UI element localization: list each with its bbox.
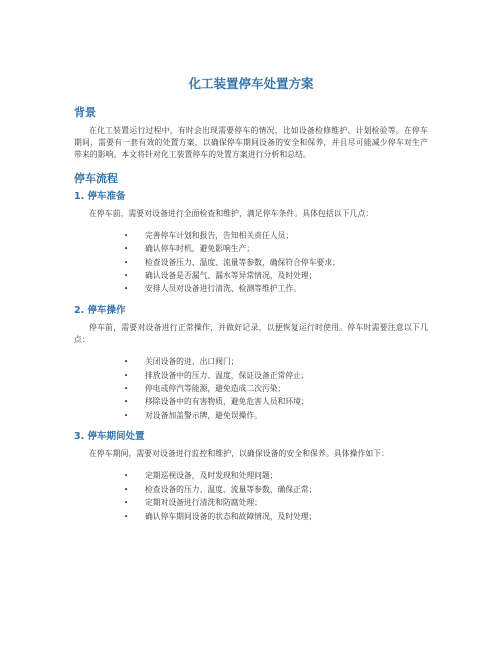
process-section <box>74 172 428 524</box>
bullet-icon: • <box>124 411 129 420</box>
list-item-text: 移除设备中的有害物质，避免危害人员和环境； <box>145 397 309 407</box>
bullet-icon: • <box>124 385 129 394</box>
step-heading: 1. 停车准备 <box>74 190 126 202</box>
step-operation <box>74 305 428 422</box>
list-item <box>124 484 428 496</box>
bullet-icon: • <box>124 358 129 367</box>
bullet-icon: • <box>124 472 129 481</box>
document-title: 化工装置停车处置方案 <box>188 76 314 91</box>
list-item <box>124 410 428 422</box>
step-item-list <box>74 470 428 523</box>
process-heading: 停车流程 <box>74 171 118 185</box>
step-shutdown-period <box>74 431 428 523</box>
list-item <box>124 230 428 242</box>
bullet-icon: • <box>124 398 129 407</box>
bullet-icon: • <box>124 245 129 254</box>
step-intro: 停车前，需要对设备进行正常操作，并做好记录，以便恢复运行时使用。停车时需要注意以下几点： <box>74 322 428 345</box>
list-item-text: 停电或停汽等能源，避免造成二次污染； <box>145 384 286 394</box>
list-item-text: 完善停车计划和报告，告知相关责任人员； <box>145 230 294 240</box>
bullet-icon: • <box>124 258 129 267</box>
list-item-text: 安排人员对设备进行清洗、检测等维护工作。 <box>145 284 301 294</box>
list-item-text: 确认设备是否漏气、漏水等异常情况，及时处理； <box>145 271 317 281</box>
background-paragraph: 在化工装置运行过程中，有时会出现需要停车的情况，比如设备检修维护、计划检验等。在停车期间，需要有一套有效的处置方案，以确保停车期间设备的安全和保养，并且尽可能减少停车对生产带来的影响。本文将针对化工装置停车的处置方案进行分析和总结。 <box>74 126 428 160</box>
bullet-icon: • <box>124 231 129 240</box>
step-intro: 在停车前，需要对设备进行全面检查和维护，满足停车条件。具体包括以下几点： <box>89 208 374 218</box>
list-item <box>124 396 428 408</box>
bullet-icon: • <box>124 371 129 380</box>
list-item <box>124 257 428 269</box>
list-item-text: 排放设备中的压力、温度，保证设备正常停止； <box>145 370 309 380</box>
list-item <box>124 383 428 395</box>
list-item <box>124 370 428 382</box>
step-heading: 3. 停车期间处置 <box>74 431 145 443</box>
list-item <box>124 270 428 282</box>
list-item <box>124 511 428 523</box>
list-item <box>124 470 428 482</box>
step-intro: 在停车期间，需要对设备进行监控和维护，以确保设备的安全和保养。具体操作如下： <box>89 449 390 459</box>
list-item <box>124 243 428 255</box>
list-item <box>124 497 428 509</box>
step-preparation <box>74 191 428 296</box>
bullet-icon: • <box>124 499 129 508</box>
list-item-text: 检查设备压力、温度、流量等参数，确保符合停车要求； <box>145 257 340 267</box>
bullet-icon: • <box>124 512 129 521</box>
list-item <box>124 283 428 295</box>
list-item-text: 确认停车时机，避免影响生产； <box>145 244 255 254</box>
step-item-list <box>74 356 428 422</box>
step-item-list <box>74 230 428 296</box>
step-heading: 2. 停车操作 <box>74 304 126 316</box>
background-heading: 背景 <box>74 106 96 119</box>
list-item <box>124 356 428 368</box>
background-section <box>74 106 428 162</box>
bullet-icon: • <box>124 485 129 494</box>
list-item-text: 关闭设备的进、出口阀门； <box>145 357 239 367</box>
list-item-text: 定期巡视设备，及时发现和处理问题； <box>145 471 278 481</box>
list-item-text: 对设备加盖警示牌，避免误操作。 <box>145 410 262 420</box>
bullet-icon: • <box>124 285 129 294</box>
list-item-text: 定期对设备进行清洗和防腐处理； <box>145 498 262 508</box>
bullet-icon: • <box>124 272 129 281</box>
list-item-text: 确认停车期间设备的状态和故障情况，及时处理； <box>145 511 317 521</box>
list-item-text: 检查设备的压力、温度、流量等参数，确保正常； <box>145 484 317 494</box>
